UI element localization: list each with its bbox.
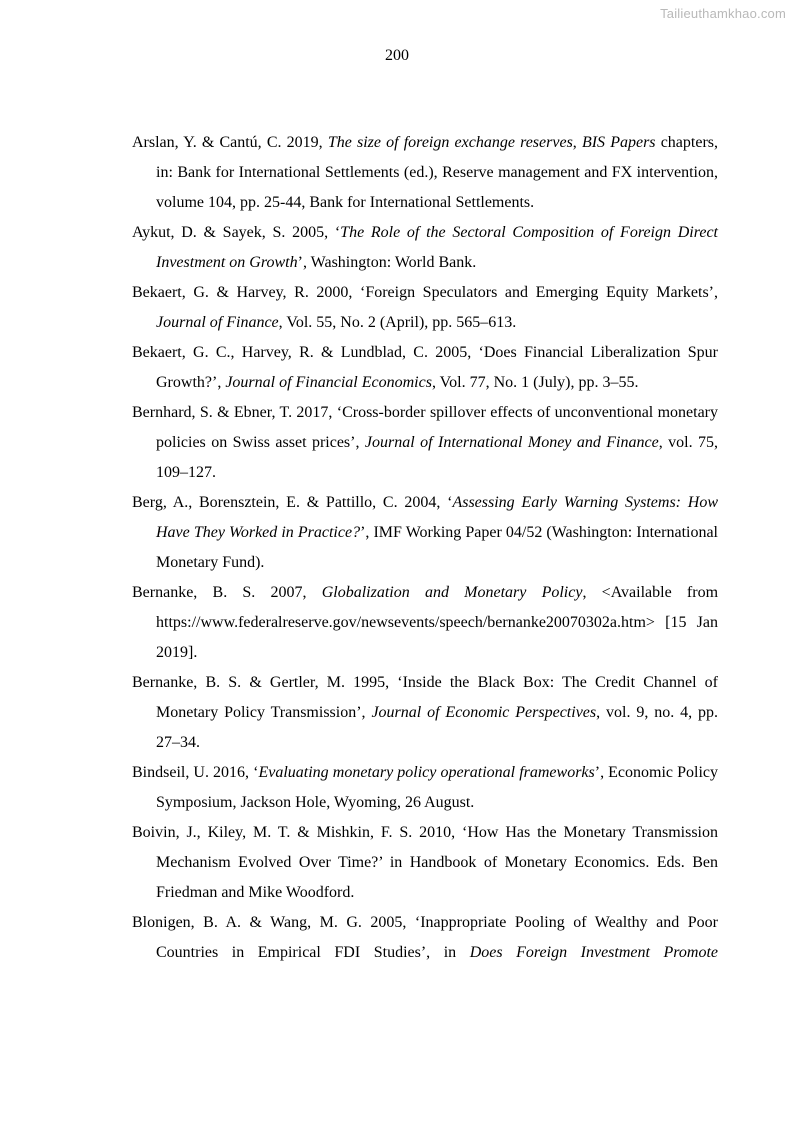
reference-journal: Journal of International Money and Finance [364,434,659,451]
reference-title: The Role of the Sectoral Composition of Foreign Direct Investment on Growth [156,224,719,271]
reference-list [132,128,718,968]
page-number: 200 [385,47,409,64]
reference-entry [132,488,718,578]
reference-text: Bernhard, S. & Ebner, T. 2017, ‘Cross-border spillover effects of unconventional monetary policies on Swiss asset prices’, [132,404,718,451]
reference-text: Bekaert, G. & Harvey, R. 2000, ‘Foreign Speculators and Emerging Equity Markets’, [132,284,718,301]
reference-text: chapters, in: Bank for International Settlements (ed.), Reserve management and FX intervention, volume 104, pp. 25-44, Bank for International Settlements. [156,134,719,211]
reference-entry [132,578,718,668]
reference-entry [132,668,718,758]
reference-text: , vol. 75, 109–127. [156,434,719,481]
reference-text: Blonigen, B. A. & Wang, M. G. 2005, ‘Inappropriate Pooling of Wealthy and Poor Countries in Empirical FDI Studies’, in [132,914,718,961]
reference-journal: BIS Papers [581,134,656,151]
reference-text: ’, Washington: World Bank. [297,254,477,271]
reference-text: , Vol. 77, No. 1 (July), pp. 3–55. [431,374,639,391]
reference-text: Arslan, Y. & Cantú, C. 2019, [132,134,328,151]
reference-text: Bernanke, B. S. 2007, [132,584,322,601]
reference-text: Bekaert, G. C., Harvey, R. & Lundblad, C. 2005, ‘Does Financial Liberalization Spur Growth?’, [132,344,718,391]
reference-text: Boivin, J., Kiley, M. T. & Mishkin, F. S. 2010, ‘How Has the Monetary Transmission Mechanism Evolved Over Time?’ in Handbook of Monetary Economics. Eds. Ben Friedman and Mike Woodford. [132,824,718,901]
reference-title: Does Foreign Investment Promote [469,944,718,961]
reference-text: Aykut, D. & Sayek, S. 2005, ‘ [132,224,341,241]
reference-text: , <Available from https://www.federalreserve.gov/newsevents/speech/bernanke20070302a.htm> [15 Jan 2019]. [156,584,719,661]
reference-entry [132,818,718,908]
reference-entry [132,908,718,968]
reference-text: , [572,134,582,151]
reference-text: Bindseil, U. 2016, ‘ [132,764,259,781]
reference-title: Assessing Early Warning Systems: How Have They Worked in Practice? [156,494,718,541]
watermark: Tailieuthamkhao.com [660,6,786,21]
reference-text: Berg, A., Borensztein, E. & Pattillo, C. 2004, ‘ [132,494,453,511]
reference-entry [132,338,718,398]
reference-journal: Journal of Economic Perspectives [371,704,597,721]
reference-text: , Vol. 55, No. 2 (April), pp. 565–613. [278,314,517,331]
reference-journal: Journal of Financial Economics [225,374,432,391]
reference-entry [132,398,718,488]
reference-entry [132,218,718,278]
reference-title: The size of foreign exchange reserves [327,134,573,151]
reference-entry [132,278,718,338]
reference-title: Evaluating monetary policy operational frameworks [258,764,595,781]
reference-text: ’, Economic Policy Symposium, Jackson Hole, Wyoming, 26 August. [156,764,718,811]
reference-text: ’, IMF Working Paper 04/52 (Washington: International Monetary Fund). [156,524,719,571]
reference-text: Bernanke, B. S. & Gertler, M. 1995, ‘Inside the Black Box: The Credit Channel of Monetary Policy Transmission’, [132,674,718,721]
reference-entry [132,128,718,218]
reference-title: Globalization and Monetary Policy [321,584,583,601]
reference-entry [132,758,718,818]
reference-text: , vol. 9, no. 4, pp. 27–34. [156,704,718,751]
reference-journal: Journal of Finance [156,314,279,331]
